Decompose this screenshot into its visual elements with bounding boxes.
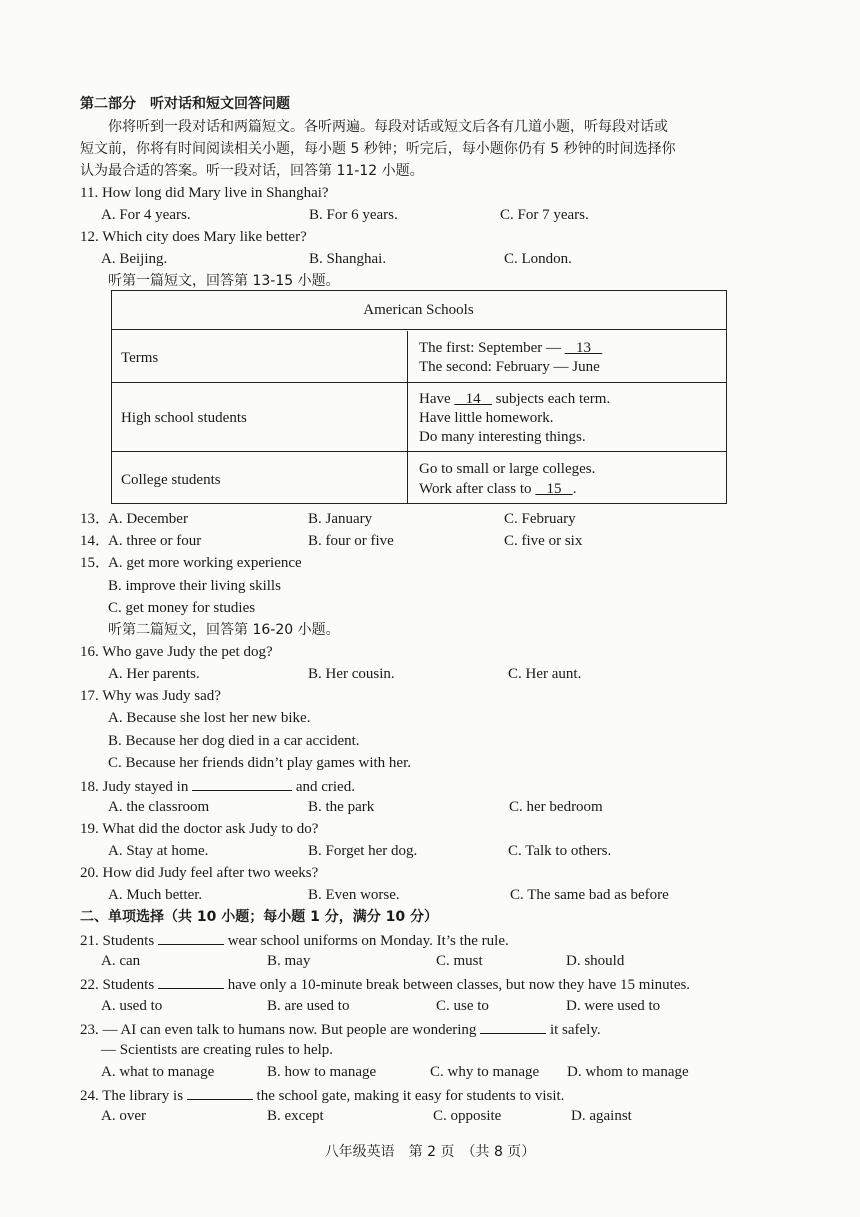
- high-school-line-3: Do many interesting things.: [419, 429, 586, 445]
- q21-option-d: D. should: [566, 953, 625, 969]
- table-title: American Schools: [363, 302, 474, 318]
- terms-line-1-text: The first: September —: [419, 340, 565, 356]
- q24-option-c: C. opposite: [433, 1108, 502, 1124]
- college-line-1: Go to small or large colleges.: [419, 461, 596, 477]
- q22-option-d: D. were used to: [566, 998, 661, 1014]
- q23-stem-pre: 23. — AI can even talk to humans now. But people are wondering: [80, 1022, 481, 1038]
- q11-option-b: B. For 6 years.: [309, 207, 398, 223]
- q20-option-a: A. Much better.: [108, 887, 203, 903]
- blank-15-number: 15: [546, 481, 562, 497]
- blank-15: [535, 481, 573, 497]
- college-line-2-text: Work after class to: [419, 481, 536, 497]
- q23-option-c: C. why to manage: [430, 1064, 540, 1080]
- q21-option-a: A. can: [101, 953, 141, 969]
- q21-blank: [158, 929, 224, 945]
- q12-option-a: A. Beijing.: [101, 251, 168, 267]
- q20-option-b: B. Even worse.: [308, 887, 400, 903]
- q17-option-a: A. Because she lost her new bike.: [108, 710, 311, 726]
- q16-option-c: C. Her aunt.: [508, 666, 582, 682]
- q23-option-a: A. what to manage: [101, 1064, 215, 1080]
- q18-stem-pre: 18. Judy stayed in: [80, 779, 193, 795]
- high-school-line-1-pre: Have: [419, 391, 455, 407]
- q17-option-b: B. Because her dog died in a car accident.: [108, 733, 360, 749]
- high-school-line-2: Have little homework.: [419, 410, 554, 426]
- row-label-high-school: High school students: [121, 410, 247, 426]
- terms-line-2: The second: February — June: [419, 359, 600, 375]
- q21-stem-post: wear school uniforms on Monday. It’s the rule.: [223, 933, 509, 949]
- q24-option-d: D. against: [571, 1108, 632, 1124]
- q22-option-b: B. are used to: [267, 998, 350, 1014]
- q11-stem: 11. How long did Mary live in Shanghai?: [80, 185, 329, 201]
- college-line-2-period: .: [572, 481, 577, 497]
- q23-option-d: D. whom to manage: [567, 1064, 689, 1080]
- q14-option-c: C. five or six: [504, 533, 583, 549]
- section2-heading: 二、单项选择（共 10 小题；每小题 1 分，满分 10 分）: [80, 909, 438, 925]
- q24-blank: [187, 1084, 253, 1100]
- q21-option-c: C. must: [436, 953, 483, 969]
- q23-stem-post: it safely.: [546, 1022, 601, 1038]
- part2-heading: 第二部分 听对话和短文回答问题: [80, 96, 290, 112]
- q23-stem: [80, 1018, 601, 1040]
- row-label-terms: Terms: [121, 350, 159, 366]
- table-divider: [112, 451, 726, 452]
- table-divider: [112, 382, 726, 383]
- q22-stem-post: have only a 10-minute break between classes, but now they have 15 minutes.: [223, 977, 691, 993]
- q15-option-c: C. get money for studies: [108, 600, 256, 616]
- q12-option-c: C. London.: [504, 251, 572, 267]
- q16-option-b: B. Her cousin.: [308, 666, 395, 682]
- q23-stem-line-2: — Scientists are creating rules to help.: [101, 1042, 334, 1058]
- q21-stem-pre: 21. Students: [80, 933, 158, 949]
- college-line-2: [419, 479, 577, 499]
- q19-option-b: B. Forget her dog.: [308, 843, 418, 859]
- q14-option-a: A. three or four: [108, 533, 202, 549]
- row-label-college: College students: [121, 472, 221, 488]
- q22-stem: [80, 973, 690, 995]
- q14-number: 14．: [80, 533, 111, 549]
- q20-stem: 20. How did Judy feel after two weeks?: [80, 865, 319, 881]
- q22-option-c: C. use to: [436, 998, 489, 1014]
- q21-option-b: B. may: [267, 953, 311, 969]
- q15-option-a: A. get more working experience: [108, 555, 302, 571]
- blank-14-number: 14: [465, 391, 481, 407]
- high-school-line-1: [419, 389, 610, 409]
- q16-option-a: A. Her parents.: [108, 666, 200, 682]
- passage2-intro: 听第二篇短文，回答第 16-20 小题。: [108, 622, 340, 638]
- q15-number: 15．: [80, 555, 111, 571]
- instruction-line-1: 你将听到一段对话和两篇短文。各听两遍。每段对话或短文后各有几道小题，听每段对话或: [108, 119, 668, 135]
- high-school-line-1-post: subjects each term.: [491, 391, 611, 407]
- q18-option-a: A. the classroom: [108, 799, 210, 815]
- q17-stem: 17. Why was Judy sad?: [80, 688, 221, 704]
- q16-stem: 16. Who gave Judy the pet dog?: [80, 644, 273, 660]
- q11-option-c: C. For 7 years.: [500, 207, 589, 223]
- q11-option-a: A. For 4 years.: [101, 207, 191, 223]
- q22-blank: [158, 973, 224, 989]
- q22-stem-pre: 22. Students: [80, 977, 158, 993]
- q23-blank: [480, 1018, 546, 1034]
- q14-option-b: B. four or five: [308, 533, 394, 549]
- q18-option-b: B. the park: [308, 799, 375, 815]
- q24-stem: [80, 1084, 564, 1106]
- q23-option-b: B. how to manage: [267, 1064, 377, 1080]
- terms-line-1: [419, 338, 602, 358]
- q18-option-c: C. her bedroom: [509, 799, 603, 815]
- q12-stem: 12. Which city does Mary like better?: [80, 229, 307, 245]
- instruction-line-3: 认为最合适的答案。听一段对话，回答第 11-12 小题。: [80, 163, 424, 179]
- q24-stem-pre: 24. The library is: [80, 1088, 187, 1104]
- q19-option-a: A. Stay at home.: [108, 843, 209, 859]
- blank-13-number: 13: [576, 340, 592, 356]
- blank-13: [565, 340, 603, 356]
- instruction-line-2: 短文前，你将有时间阅读相关小题，每小题 5 秒钟；听完后，每小题你仍有 5 秒钟的时间选择你: [80, 141, 676, 157]
- q12-option-b: B. Shanghai.: [309, 251, 387, 267]
- q13-number: 13．: [80, 511, 111, 527]
- blank-14: [454, 391, 492, 407]
- q21-stem: [80, 929, 509, 951]
- q18-stem: [80, 775, 355, 797]
- q15-option-b: B. improve their living skills: [108, 578, 281, 594]
- q18-blank: [192, 775, 292, 791]
- q22-option-a: A. used to: [101, 998, 163, 1014]
- q19-option-c: C. Talk to others.: [508, 843, 612, 859]
- q18-stem-post: and cried.: [292, 779, 355, 795]
- table-column-divider: [407, 331, 408, 503]
- q24-option-a: A. over: [101, 1108, 146, 1124]
- q20-option-c: C. The same bad as before: [510, 887, 669, 903]
- q19-stem: 19. What did the doctor ask Judy to do?: [80, 821, 319, 837]
- table-divider: [112, 329, 726, 330]
- q24-stem-post: the school gate, making it easy for students to visit.: [252, 1088, 565, 1104]
- passage1-intro: 听第一篇短文，回答第 13-15 小题。: [108, 273, 340, 289]
- american-schools-table: [111, 290, 727, 504]
- q24-option-b: B. except: [267, 1108, 324, 1124]
- q13-option-a: A. December: [108, 511, 188, 527]
- q13-option-b: B. January: [308, 511, 373, 527]
- page-footer: 八年级英语 第 2 页 （共 8 页）: [324, 1144, 536, 1160]
- q13-option-c: C. February: [504, 511, 576, 527]
- q17-option-c: C. Because her friends didn’t play games with her.: [108, 755, 411, 771]
